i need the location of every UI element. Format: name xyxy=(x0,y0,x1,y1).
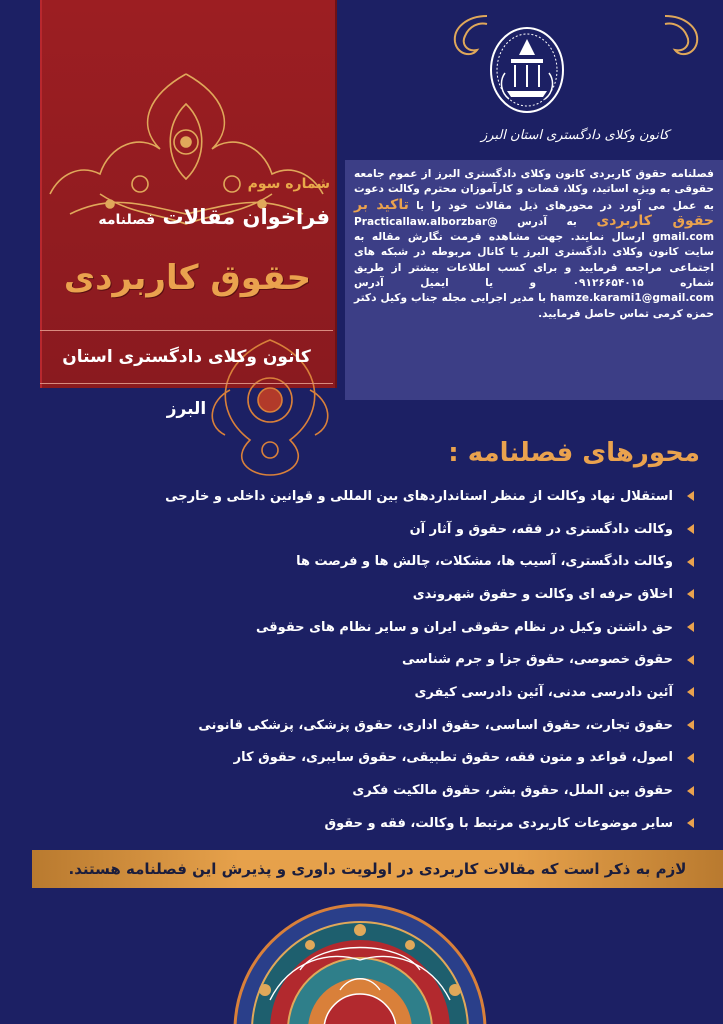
list-item-text: حقوق تجارت، حقوق اساسی، حقوق اداری، حقوق پزشکی، پزشکی قانونی xyxy=(198,717,673,733)
bullet-icon xyxy=(687,622,694,632)
list-item xyxy=(60,480,700,513)
organization-name: کانون وکلای دادگستری استان البرز xyxy=(480,128,670,143)
intro-highlight: تاکید بر حقوق کاربردی xyxy=(354,196,714,229)
priority-note: لازم به ذکر است که مقالات کاربردی در اولویت داوری و پذیرش این فصلنامه هستند. xyxy=(32,850,723,888)
list-item xyxy=(60,643,700,676)
bullet-icon xyxy=(687,818,694,828)
list-item xyxy=(60,611,700,644)
call-title xyxy=(50,205,330,229)
list-item xyxy=(60,513,700,546)
intro-text-1: فصلنامه حقوق کاربردی کانون وکلای دادگستری البرز از عموم جامعه حقوقی به ویژه اساتید، وکلا، قضات و کارآموزان محترم وکالت دعوت به عمل می آورد در محورهای ذیل مقالات خود را با xyxy=(354,168,715,212)
organization-line: کانون وکلای دادگستری استان البرز xyxy=(40,330,333,384)
bullet-icon xyxy=(687,753,694,763)
magazine-title: حقوق کاربردی xyxy=(63,258,312,298)
bullet-icon xyxy=(687,589,694,599)
list-item-text: آئین دادرسی مدنی، آئین دادرسی کیفری xyxy=(414,684,673,700)
bullet-icon xyxy=(687,524,694,534)
list-item xyxy=(60,807,700,840)
mandala-ornament-icon xyxy=(200,900,520,1024)
list-item xyxy=(60,709,700,742)
list-item xyxy=(60,742,700,775)
list-item-text: حقوق خصوصی، حقوق جزا و جرم شناسی xyxy=(401,652,673,668)
list-item xyxy=(60,578,700,611)
axes-list xyxy=(60,480,700,840)
list-item xyxy=(60,774,700,807)
list-item-text: حقوق بین الملل، حقوق بشر، حقوق مالکیت فکری xyxy=(352,783,673,799)
bullet-icon xyxy=(687,491,694,501)
list-item-text: استقلال نهاد وکالت از منظر استانداردهای بین المللی و قوانین داخلی و خارجی xyxy=(165,488,673,504)
flourish-left-icon xyxy=(447,12,489,64)
list-item xyxy=(60,545,700,578)
intro-paragraph xyxy=(354,167,714,322)
axes-heading: محورهای فصلنامه : xyxy=(448,438,700,468)
flourish-right-icon xyxy=(663,12,705,64)
bullet-icon xyxy=(687,687,694,697)
bar-association-emblem-icon xyxy=(487,25,567,115)
list-item-text: حق داشتن وکیل در نظام حقوقی ایران و سایر نظام های حقوقی xyxy=(256,619,673,635)
intro-text-2: به آدرس Practicallaw.alborzbar@ gmail.com ارسال نمایند. جهت مشاهده فرمت نگارش مقاله به سایت کانون وکلای دادگستری البرز یا کانال مربوطه در شبکه های اجتماعی مراجعه فرمایید و برای کسب اطلاعات بیشتر از طریق شماره ۰۹۱۲۶۶۵۴۰۱۵ و یا ایمیل آدرس hamze.karami1@gmail.com با مدیر اجرایی مجله جناب وکیل دکتر حمزه کرمی تماس حاصل فرمایید. xyxy=(354,215,714,320)
bullet-icon xyxy=(687,655,694,665)
list-item-text: اصول، قواعد و متون فقه، حقوق تطبیقی، حقوق سایبری، حقوق کار xyxy=(233,750,673,766)
list-item-text: وکالت دادگستری، آسیب ها، مشکلات، چالش ها و فرصت ها xyxy=(296,554,673,570)
list-item-text: اخلاق حرفه ای وکالت و حقوق شهروندی xyxy=(412,586,673,602)
bullet-icon xyxy=(687,720,694,730)
issue-label: شماره سوم xyxy=(247,176,330,192)
bullet-icon xyxy=(687,786,694,796)
call-title-main: فراخوان مقالات xyxy=(162,205,330,229)
bullet-icon xyxy=(687,557,694,567)
list-item xyxy=(60,676,700,709)
list-item-text: وکالت دادگستری در فقه، حقوق و آثار آن xyxy=(409,521,673,537)
call-title-small: فصلنامه xyxy=(98,212,156,228)
list-item-text: سایر موضوعات کاربردی مرتبط با وکالت، فقه و حقوق xyxy=(324,815,673,831)
